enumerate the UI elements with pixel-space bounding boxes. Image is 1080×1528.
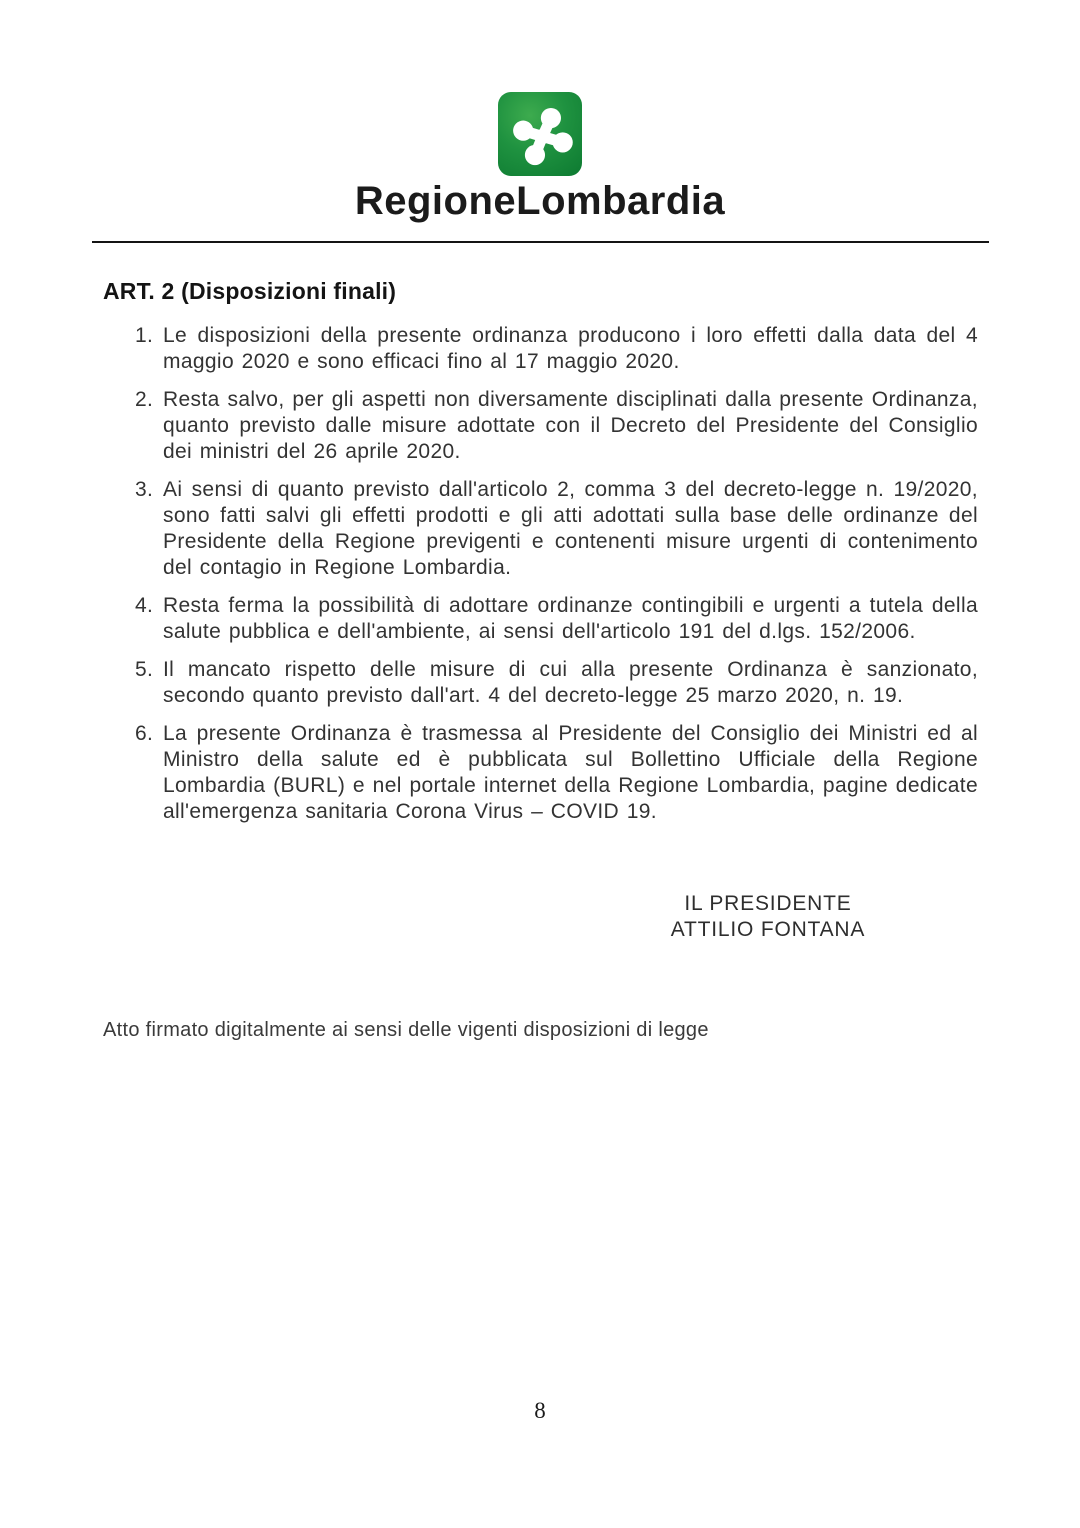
item-number: 4. [135,594,154,617]
item-text: Resta salvo, per gli aspetti non diversamente disciplinati dalla presente Ordinanza, quanto previsto dalle misure adottate con il Decreto del Presidente del Consiglio dei ministri del 26 aprile 2020. [163,388,978,463]
list-item [103,387,978,465]
page-number: 8 [534,1398,546,1423]
logo-wordmark: RegioneLombardia [354,179,726,223]
rosa-camuna-icon [498,92,582,176]
header-divider [92,241,989,243]
signature-title: IL PRESIDENTE [684,892,852,915]
item-text: La presente Ordinanza è trasmessa al Presidente del Consiglio dei Ministri ed al Ministro della salute ed è pubblicata sul Bollettino Ufficiale della Regione Lombardia (BURL) e nel portale internet della Regione Lombardia, pagine dedicate all'emergenza sanitaria Corona Virus – COVID 19. [163,722,978,823]
article-heading: ART. 2 (Disposizioni finali) [103,278,397,304]
regione-lombardia-logo [498,92,582,176]
item-text: Le disposizioni della presente ordinanza producono i loro effetti dalla data del 4 maggio 2020 e sono efficaci fino al 17 maggio 2020. [163,324,978,373]
item-number: 1. [135,324,154,347]
list-item [103,657,978,709]
list-item [103,477,978,581]
item-text: Ai sensi di quanto previsto dall'articolo 2, comma 3 del decreto-legge n. 19/2020, sono fatti salvi gli effetti prodotti e gli atti adottati sulla base delle ordinanze del Presidente della Regione previgenti e contenenti misure urgenti di contenimento del contagio in Regione Lombardia. [163,478,978,579]
list-item [103,593,978,645]
digital-signature-note: Atto firmato digitalmente ai sensi delle vigenti disposizioni di legge [103,1019,709,1041]
signature-block [603,891,933,943]
item-number: 5. [135,658,154,681]
document-header [0,0,1080,243]
item-number: 2. [135,388,154,411]
list-item [103,323,978,375]
item-number: 3. [135,478,154,501]
list-item [103,721,978,825]
item-text: Il mancato rispetto delle misure di cui alla presente Ordinanza è sanzionato, secondo quanto previsto dall'art. 4 del decreto-legge 25 marzo 2020, n. 19. [163,658,978,707]
signature-name: ATTILIO FONTANA [670,918,866,941]
article-item-list [103,323,978,825]
item-number: 6. [135,722,154,745]
item-text: Resta ferma la possibilità di adottare ordinanze contingibili e urgenti a tutela della salute pubblica e dell'ambiente, ai sensi dell'articolo 191 del d.lgs. 152/2006. [163,594,978,643]
document-content [0,277,1080,1042]
